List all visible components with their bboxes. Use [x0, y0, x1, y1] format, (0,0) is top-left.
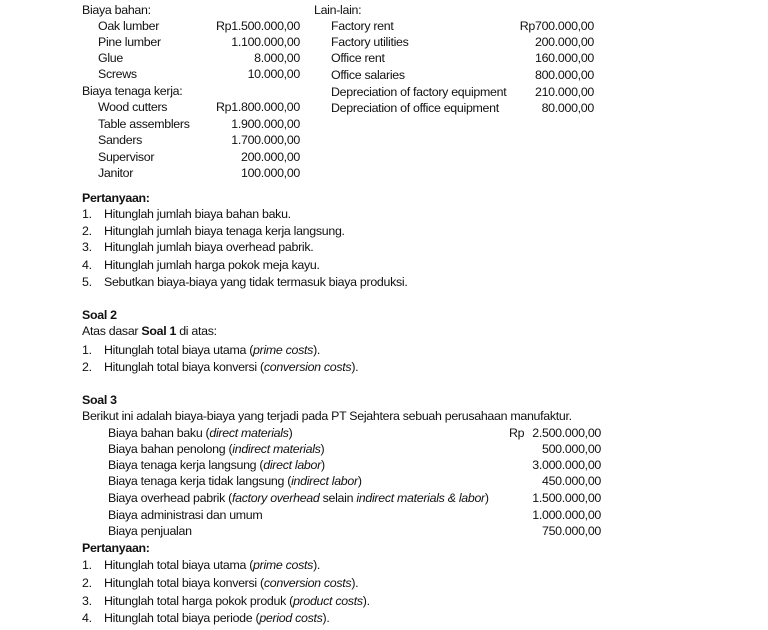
cost-label: [108, 491, 489, 505]
text-part: Hitunglah total biaya utama (: [104, 558, 254, 572]
text-part: Biaya bahan penolong (: [108, 442, 233, 456]
cost-label: Glue: [98, 51, 123, 65]
text-part: ).: [351, 576, 359, 590]
cost-value: 210.000,00: [534, 85, 594, 99]
intro-ref: Soal 1: [141, 324, 177, 338]
text-part: Biaya tenaga kerja tidak langsung (: [108, 474, 292, 488]
question-text: Sebutkan biaya-biaya yang tidak termasuk biaya produksi.: [104, 275, 408, 289]
term: prime costs: [253, 343, 314, 357]
cost-value: 3.000.000,00: [532, 458, 601, 472]
question-text: [104, 360, 358, 374]
cost-value: 160.000,00: [534, 51, 594, 65]
cost-label: Biaya administrasi dan umum: [108, 508, 263, 522]
cost-value: 1.100.000,00: [231, 35, 300, 49]
term: direct materials: [209, 426, 289, 440]
text-part: ).: [362, 594, 370, 608]
cost-label: Depreciation of factory equipment: [331, 85, 507, 99]
list-number: 1.: [82, 343, 92, 357]
cost-value: 1.700.000,00: [231, 133, 300, 147]
labor-heading: Biaya tenaga kerja:: [82, 84, 183, 98]
text-part: ): [288, 426, 293, 440]
cost-label: [108, 426, 292, 440]
term: indirect materials: [232, 442, 321, 456]
cost-label: Biaya penjualan: [108, 524, 192, 538]
term: period costs: [259, 611, 323, 625]
list-number: 2.: [82, 224, 92, 238]
intro-text: Atas dasar: [82, 324, 142, 338]
list-number: 4.: [82, 258, 92, 272]
text-part: Hitunglah total harga pokok produk (: [104, 594, 293, 608]
term: conversion costs: [263, 360, 352, 374]
cost-value: 2.500.000,00: [532, 426, 601, 440]
cost-label: [108, 474, 362, 488]
section-heading: Soal 3: [82, 393, 117, 407]
cost-value: 10.000,00: [247, 67, 300, 81]
text-part: ).: [351, 360, 359, 374]
cost-label: Factory utilities: [331, 35, 409, 49]
section-intro: Berikut ini adalah biaya-biaya yang terjadi pada PT Sejahtera sebuah perusahaan manufaktur.: [82, 409, 572, 423]
list-number: 1.: [82, 207, 92, 221]
cost-value: Rp700.000,00: [519, 19, 594, 33]
text-part: Hitunglah total biaya utama (: [104, 343, 254, 357]
list-number: 2.: [82, 360, 92, 374]
cost-value: 450.000,00: [541, 474, 601, 488]
section-heading: Soal 2: [82, 308, 117, 322]
text-part: ): [320, 458, 325, 472]
question-text: [104, 558, 320, 572]
text-part: Hitunglah total biaya periode (: [104, 611, 260, 625]
question-text: [104, 611, 330, 625]
materials-heading: Biaya bahan:: [82, 3, 151, 17]
cost-value: 200.000,00: [240, 150, 300, 164]
term: product costs: [292, 594, 363, 608]
cost-label: Sanders: [98, 133, 143, 147]
text-part: ).: [313, 558, 321, 572]
cost-value: 1.900.000,00: [231, 117, 300, 131]
text-part: ).: [322, 611, 330, 625]
cost-label: Table assemblers: [98, 117, 190, 131]
cost-value: 80.000,00: [541, 101, 594, 115]
cost-value: Rp1.500.000,00: [216, 19, 300, 33]
list-number: 2.: [82, 576, 92, 590]
text-part: Biaya tenaga kerja langsung (: [108, 458, 264, 472]
text-part: Hitunglah total biaya konversi (: [104, 360, 264, 374]
question-text: [104, 594, 370, 608]
section-intro: [82, 324, 217, 338]
text-part: Hitunglah total biaya konversi (: [104, 576, 264, 590]
list-number: 1.: [82, 558, 92, 572]
intro-text: di atas:: [176, 324, 217, 338]
text-part: ): [484, 491, 489, 505]
term: indirect materials & labor: [356, 491, 485, 505]
questions-heading: Pertanyaan:: [82, 191, 150, 205]
text-part: Biaya bahan baku (: [108, 426, 210, 440]
cost-label: Wood cutters: [98, 100, 168, 114]
cost-value: 100.000,00: [240, 166, 300, 180]
cost-value: 1.000.000,00: [532, 508, 601, 522]
term: direct labor: [263, 458, 321, 472]
cost-label: Janitor: [98, 166, 134, 180]
term: conversion costs: [263, 576, 352, 590]
list-number: 3.: [82, 594, 92, 608]
cost-label: Office salaries: [331, 68, 405, 82]
text-part: ): [320, 442, 325, 456]
question-text: Hitunglah jumlah biaya overhead pabrik.: [104, 240, 314, 254]
cost-label: Supervisor: [98, 150, 155, 164]
cost-label: Oak lumber: [98, 19, 160, 33]
cost-value: Rp1.800.000,00: [216, 100, 300, 114]
cost-label: Office rent: [331, 51, 385, 65]
question-text: [104, 576, 358, 590]
cost-value: 1.500.000,00: [532, 491, 601, 505]
text-part: Biaya overhead pabrik (: [108, 491, 232, 505]
cost-label: Screws: [98, 67, 137, 81]
cost-label: [108, 458, 325, 472]
question-text: Hitunglah jumlah biaya tenaga kerja langsung.: [104, 224, 345, 238]
question-text: Hitunglah jumlah biaya bahan baku.: [104, 207, 291, 221]
list-number: 5.: [82, 275, 92, 289]
question-text: Hitunglah jumlah harga pokok meja kayu.: [104, 258, 320, 272]
cost-value: 200.000,00: [534, 35, 594, 49]
cost-value: 500.000,00: [541, 442, 601, 456]
cost-value: 750.000,00: [541, 524, 601, 538]
term: factory overhead: [231, 491, 320, 505]
cost-label: Depreciation of office equipment: [331, 101, 499, 115]
text-part: ).: [313, 343, 321, 357]
cost-value: 800.000,00: [534, 68, 594, 82]
term: prime costs: [253, 558, 314, 572]
questions-heading: Pertanyaan:: [82, 541, 150, 555]
text-part: selain: [319, 491, 357, 505]
other-heading: Lain-lain:: [314, 3, 362, 17]
currency-label: Rp: [509, 426, 525, 440]
cost-label: Pine lumber: [98, 35, 161, 49]
cost-label: Factory rent: [331, 19, 394, 33]
cost-value: 8.000,00: [254, 51, 300, 65]
cost-label: [108, 442, 324, 456]
term: indirect labor: [291, 474, 358, 488]
list-number: 3.: [82, 240, 92, 254]
question-text: [104, 343, 320, 357]
list-number: 4.: [82, 611, 92, 625]
text-part: ): [357, 474, 362, 488]
